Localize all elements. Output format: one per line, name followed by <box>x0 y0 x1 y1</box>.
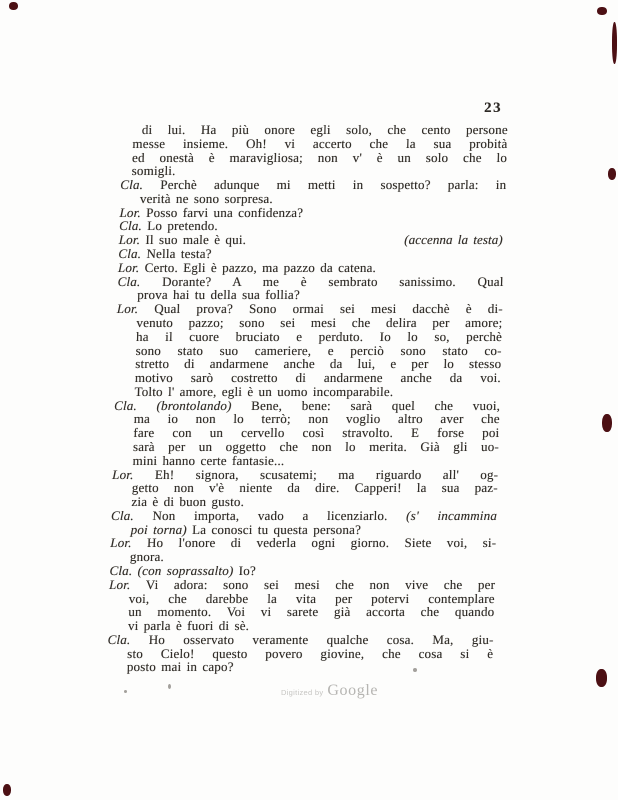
stage-direction: poi torna) <box>130 521 188 537</box>
dialogue-text: ed onestà è maravigliosa; non v' è un solo che lo <box>131 149 508 165</box>
text-line <box>137 288 503 302</box>
dialogue-text: gnora. <box>129 549 165 565</box>
text-line <box>119 233 505 247</box>
page-number: 23 <box>484 100 502 116</box>
dialogue-text: ha il cuore bruciato e perduto. Io lo so, perchè <box>135 328 503 344</box>
text-line <box>135 357 501 371</box>
scan-ink-mark <box>9 2 18 10</box>
dialogue-text: sto Cielo! questo povero giovine, che cosa si è <box>126 645 494 661</box>
dialogue-text: posto mai in capo? <box>126 659 234 675</box>
text-line <box>117 302 503 316</box>
dialogue-text: voi, che darebbe la vita per potervi contemplare <box>128 590 495 606</box>
scan-speck <box>124 690 127 693</box>
speaker-name: Lor. <box>119 204 142 220</box>
scan-speck <box>413 668 417 672</box>
text-line <box>131 164 506 178</box>
dialogue-text: Dorante? A me è sembrato sanissimo. Qual <box>140 273 504 289</box>
speaker-name: Lor. <box>116 301 139 317</box>
scan-ink-mark <box>3 784 11 796</box>
dialogue-text: Vi adora: sono sei mesi che non vive che per <box>130 576 496 592</box>
dialogue-text: Io? <box>233 563 257 578</box>
scan-ink-mark <box>596 669 607 687</box>
speaker-name: Cla. <box>113 397 138 413</box>
dialogue-text: motivo sarò costretto di andarmene anche da voi. <box>134 370 502 386</box>
dialogue-text: stretto di andarmene anche da lui, e per lo stesso <box>135 356 502 372</box>
speaker-name: Cla. <box>120 177 144 193</box>
scan-ink-mark <box>597 7 607 15</box>
dialogue-text: Eh! signora, scusatemi; ma riguardo all' og- <box>133 466 499 482</box>
dialogue-text: sarà per un oggetto che non lo merita. Già gli uo- <box>132 438 500 454</box>
scan-ink-mark <box>608 168 616 180</box>
text-line <box>133 426 499 440</box>
text-line <box>132 454 498 468</box>
stage-direction: (con soprassalto) <box>132 563 234 578</box>
text-line <box>118 247 504 261</box>
dialogue-text: Qual prova? Sono ormai sei mesi dacchè è di- <box>138 301 504 317</box>
stage-direction: (brontolando) <box>136 397 232 413</box>
speaker-name: Lor. <box>118 232 141 248</box>
text-line <box>127 647 493 661</box>
dialogue-text: Il suo male è qui. <box>139 232 247 248</box>
text-line <box>117 275 503 289</box>
text-line <box>127 660 493 674</box>
text-line <box>142 123 508 137</box>
speaker-name: Lor. <box>110 535 132 551</box>
text-line <box>130 550 496 564</box>
text-line <box>133 440 499 454</box>
stage-direction: (s' incammina <box>405 507 498 523</box>
stage-direction: (accenna la testa) <box>403 232 503 248</box>
dialogue-text: messe insieme. Oh! vi accerto che la sua probità <box>132 135 508 151</box>
text-line <box>131 495 497 509</box>
dialogue-text: Perchè adunque mi metti in sospetto? parla: in <box>142 177 507 193</box>
text-line <box>134 412 500 426</box>
dialogue-text: Tolto l' amore, egli è un uomo incomparabile. <box>134 383 394 399</box>
dialogue-text: Ho osservato veramente qualche cosa. Ma, giu- <box>130 631 494 647</box>
dialogue-text: zia è di buon gusto. <box>131 494 245 510</box>
text-line <box>109 564 495 578</box>
dialogue-text: Bene, bene: sarà quel che vuoi, <box>231 397 501 413</box>
dialogue-text: sono stato suo cameriere, e perciò sono stato co- <box>135 342 502 358</box>
text-line <box>111 509 497 523</box>
dialogue-text: di lui. Ha più onore egli solo, che cento persone <box>141 122 509 137</box>
dialogue-text: Non importa, vado a licenziarlo. <box>133 507 407 523</box>
speaker-name: Cla. <box>118 218 143 234</box>
speaker-name: Lor. <box>108 576 131 592</box>
dialogue-text: Ho l'onore di vederla ogni giorno. Siete voi, si- <box>131 535 497 551</box>
text-line <box>128 619 494 633</box>
speaker-name: Cla. <box>109 563 133 578</box>
dialogue-text: Nella testa? <box>140 246 212 262</box>
scan-ink-mark <box>612 22 617 64</box>
dialogue-text: getto non v'è niente da dire. Capperi! la sua paz- <box>131 480 499 496</box>
dialogue-text: vi parla è fuori di sè. <box>127 618 250 634</box>
speaker-name: Cla. <box>107 631 131 647</box>
dialogue-text: fare con un cervello così stravolto. E forse poi <box>133 425 500 441</box>
text-line <box>135 371 501 385</box>
text-line <box>128 605 494 619</box>
dialogue-text: mini hanno certe fantasie... <box>132 452 285 468</box>
text-line <box>135 344 501 358</box>
text-line <box>118 261 504 275</box>
text-line <box>132 137 507 151</box>
text-line <box>107 633 493 647</box>
watermark-prefix: Digitized by <box>281 688 324 697</box>
dialogue-text: ma io non lo terrò; non voglio altro aver che <box>133 411 500 427</box>
dialogue-text: somigli. <box>131 163 176 179</box>
dialogue-text: Certo. Egli è pazzo, ma pazzo da catena. <box>139 259 377 275</box>
speaker-name: Cla. <box>117 273 141 289</box>
text-line <box>136 316 502 330</box>
text-line <box>130 523 496 537</box>
text-line <box>109 578 495 592</box>
dialogue-text: prova hai tu della sua follia? <box>136 287 301 303</box>
text-line <box>129 592 495 606</box>
text-line <box>132 481 498 495</box>
speaker-name: Lor. <box>111 466 134 482</box>
text-line <box>119 206 505 220</box>
text-line <box>112 468 498 482</box>
text-line <box>132 151 507 165</box>
text-block <box>107 123 508 674</box>
text-line <box>134 385 500 399</box>
speaker-name: Cla. <box>118 246 142 262</box>
google-logo: Google <box>327 682 379 699</box>
scan-speck <box>168 684 171 689</box>
text-line <box>110 536 496 550</box>
text-line <box>120 178 506 192</box>
text-line <box>136 330 502 344</box>
scan-ink-mark <box>602 414 612 432</box>
dialogue-text: venuto pazzo; sono sei mesi che delira per amore; <box>136 314 503 330</box>
text-line <box>119 219 505 233</box>
speaker-name: Lor. <box>117 259 140 275</box>
dialogue-text: verità ne sono sorpresa. <box>139 190 274 206</box>
dialogue-text: Lo pretendo. <box>141 218 219 234</box>
dialogue-text: La conosci tu questa persona? <box>186 521 362 537</box>
speaker-name: Cla. <box>110 507 135 523</box>
dialogue-text: Posso farvi una confidenza? <box>140 204 304 220</box>
text-line <box>140 192 506 206</box>
watermark <box>281 682 378 700</box>
dialogue-text: un momento. Voi vi sarete già accorta che quando <box>128 604 495 620</box>
text-line <box>114 399 500 413</box>
